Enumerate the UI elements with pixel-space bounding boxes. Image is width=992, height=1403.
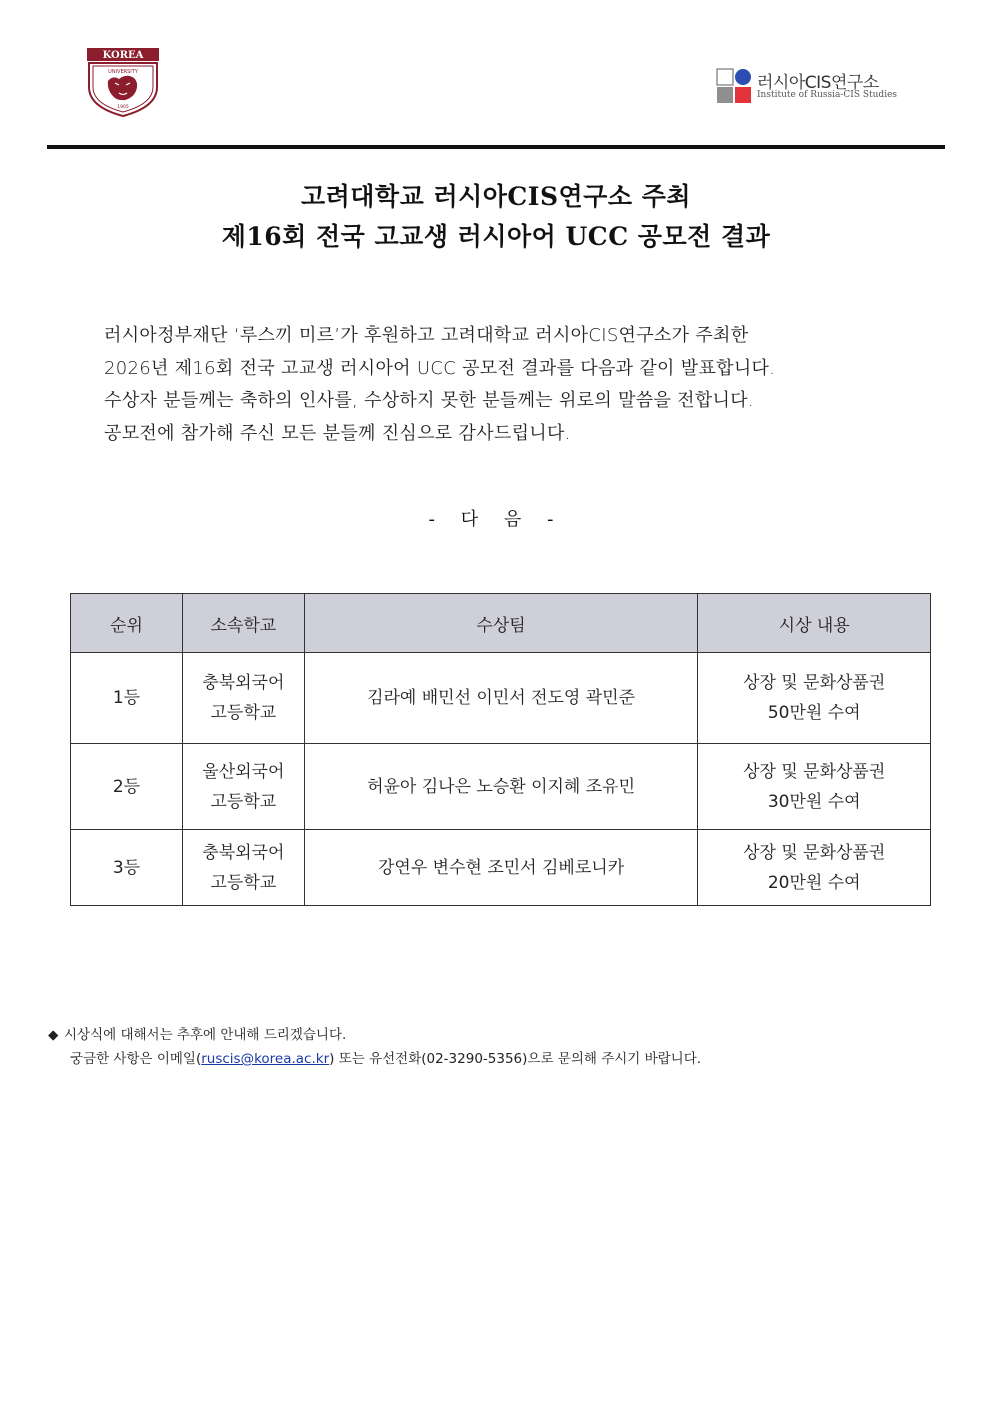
institute-logo [716,68,906,108]
intro-line: 공모전에 참가해 주신 모든 분들께 진심으로 감사드립니다. [104,422,571,444]
award-cell [698,653,931,744]
intro-line: 2026년 제16회 전국 고교생 러시아어 UCC 공모전 결과를 다음과 같이 발표합니다. [104,357,776,379]
results-table [70,593,931,906]
award-cell [698,744,931,830]
intro-line: 수상자 분들께는 축하의 인사를, 수상하지 못한 분들께는 위로의 말씀을 전합니다. [104,390,754,411]
document-header [0,0,992,150]
school-line: 충북외국어 [202,842,285,863]
header-team: 수상팀 [304,594,698,653]
intro-paragraph [104,320,924,450]
note-text: 시상식에 대해서는 추후에 안내해 드리겠습니다. [64,1027,347,1043]
header-rank: 순위 [71,594,183,653]
team-cell: 김라예 배민선 이민서 전도영 곽민준 [304,653,698,744]
notes-section [48,1023,701,1071]
header-divider [47,145,945,149]
institute-squares-icon [716,68,752,104]
award-line: 상장 및 문화상품권 [743,673,886,693]
korea-university-logo [86,47,160,117]
institute-name: 러시아CIS연구소 [757,73,879,93]
award-cell [698,830,931,906]
award-line: 상장 및 문화상품권 [743,842,886,863]
document-title-line1: 고려대학교 러시아CIS연구소 주최 [300,182,691,211]
table-row [71,653,931,744]
institute-name-english: Institute of Russia-CIS Studies [757,90,898,100]
next-heading: - 다 음 - [428,509,564,530]
school-line: 울산외국어 [202,761,285,782]
school-cell [182,653,304,744]
award-line: 20만원 수여 [767,872,861,893]
note-text-suffix: ) 또는 유선전화(02-3290-5356)으로 문의해 주시기 바랍니다. [329,1051,702,1067]
award-line: 상장 및 문화상품권 [743,761,886,782]
rank-cell: 1등 [71,653,183,744]
intro-line: 러시아정부재단 ‘루스끼 미르’가 후원하고 고려대학교 러시아CIS연구소가 주최한 [104,325,749,346]
rank-cell: 3등 [71,830,183,906]
team-cell: 강연우 변수현 조민서 김베로니카 [304,830,698,906]
logo-korea-text: KOREA [102,50,144,61]
school-line: 충북외국어 [202,673,285,693]
table-row [71,744,931,830]
email-link[interactable]: ruscis@korea.ac.kr [201,1051,330,1067]
table-row [71,830,931,906]
team-cell: 허윤아 김나은 노승환 이지혜 조유민 [304,744,698,830]
table-header-row [71,594,931,653]
header-award: 시상 내용 [698,594,931,653]
school-line: 고등학교 [210,703,277,723]
logo-university-text: UNIVERSITY [108,69,138,75]
award-line: 30만원 수여 [767,791,861,812]
award-line: 50만원 수여 [767,703,861,723]
document-title-line2: 제16회 전국 고교생 러시아어 UCC 공모전 결과 [221,222,771,251]
header-school: 소속학교 [182,594,304,653]
school-cell [182,830,304,906]
diamond-bullet-icon: ◆ [48,1027,59,1043]
rank-cell: 2등 [71,744,183,830]
school-line: 고등학교 [210,872,277,893]
school-line: 고등학교 [210,791,277,812]
note-text-prefix: 궁금한 사항은 이메일( [70,1051,202,1067]
note-line-2 [48,1047,701,1071]
note-line-1 [48,1023,701,1047]
school-cell [182,744,304,830]
logo-year-text: 1905 [117,105,129,110]
